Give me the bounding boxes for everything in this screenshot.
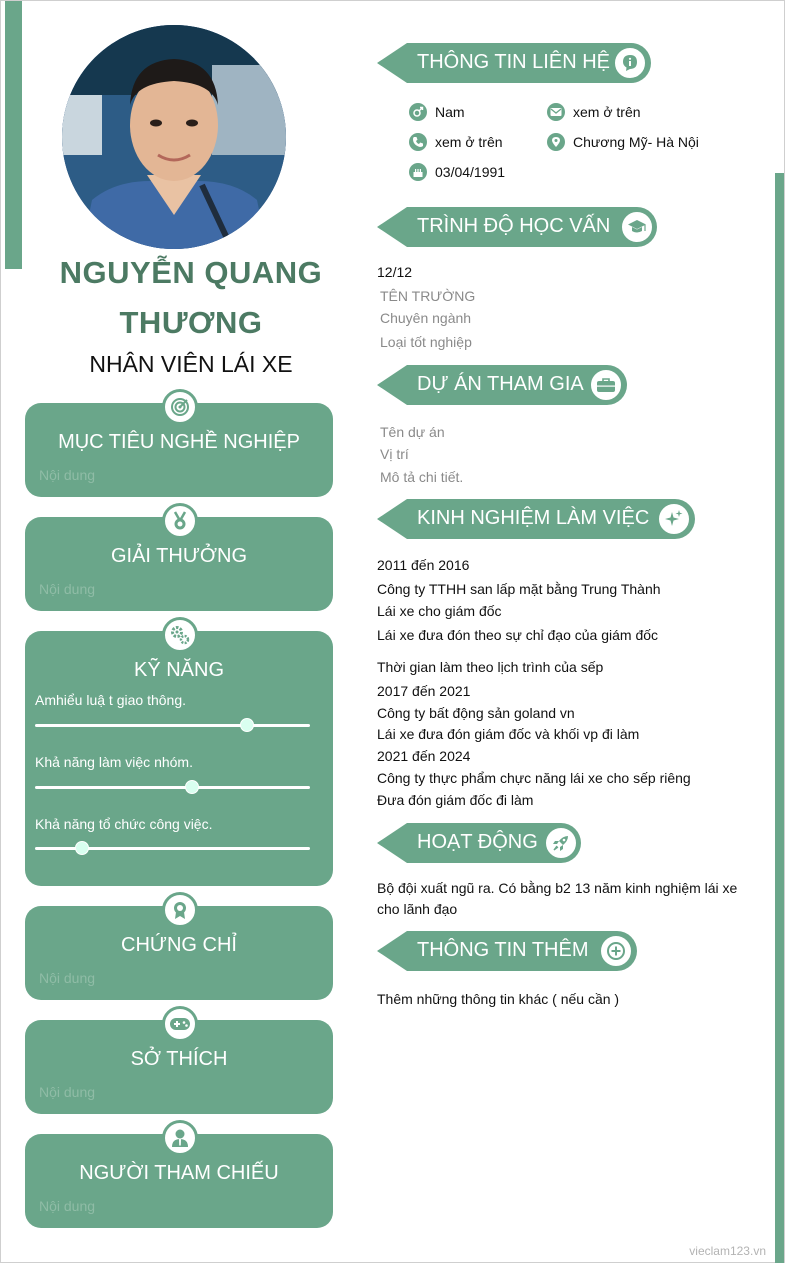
header-arrow bbox=[377, 365, 407, 405]
contact-email[interactable]: xem ở trên bbox=[573, 104, 641, 120]
experience-line: 2011 đến 2016 bbox=[377, 557, 470, 573]
skills-card bbox=[25, 631, 333, 886]
experience-line: 2017 đến 2021 bbox=[377, 683, 471, 699]
experience-section-header bbox=[377, 499, 695, 539]
activities-line: cho lãnh đạo bbox=[377, 901, 458, 917]
hobbies-title: SỞ THÍCH bbox=[130, 1048, 228, 1070]
objective-content[interactable]: Nội dung bbox=[39, 467, 96, 483]
objective-card bbox=[25, 403, 333, 497]
experience-line: Công ty bất động sản goland vn bbox=[377, 705, 575, 721]
footer-brand: vieclam123.vn bbox=[689, 1244, 766, 1258]
project-description[interactable]: Mô tả chi tiết. bbox=[380, 469, 464, 485]
contact-section-header bbox=[377, 43, 651, 83]
contact-gender: Nam bbox=[435, 104, 465, 120]
education-title: TRÌNH ĐỘ HỌC VẤN bbox=[417, 215, 611, 237]
ribbon-icon bbox=[162, 892, 198, 928]
projects-section-header bbox=[377, 365, 627, 405]
more-info-content[interactable]: Thêm những thông tin khác ( nếu cần ) bbox=[377, 991, 620, 1007]
education-period: 12/12 bbox=[377, 264, 413, 280]
references-card bbox=[25, 1134, 333, 1228]
experience-line: Thời gian làm theo lịch trình của sếp bbox=[377, 659, 604, 675]
experience-line: Lái xe cho giám đốc bbox=[377, 603, 502, 619]
more-info-title: THÔNG TIN THÊM bbox=[417, 939, 589, 961]
header-arrow bbox=[377, 499, 407, 539]
references-content[interactable]: Nội dung bbox=[39, 1198, 96, 1214]
skills-title: KỸ NĂNG bbox=[133, 659, 225, 681]
certificates-content[interactable]: Nội dung bbox=[39, 970, 96, 986]
experience-line: Đưa đón giám đốc đi làm bbox=[377, 792, 534, 808]
education-section-header bbox=[377, 207, 657, 247]
activities-title: HOẠT ĐỘNG bbox=[417, 831, 538, 853]
contact-phone[interactable]: xem ở trên bbox=[435, 134, 503, 150]
projects-title: DỰ ÁN THAM GIA bbox=[417, 373, 584, 395]
experience-title: KINH NGHIỆM LÀM VIỆC bbox=[417, 507, 650, 529]
experience-line: Công ty thực phẩm chực năng lái xe cho sếp riêng bbox=[377, 770, 691, 786]
skill-label: Amhiểu luậ t giao thông. bbox=[35, 692, 186, 708]
header-arrow bbox=[377, 207, 407, 247]
sparkles-icon bbox=[656, 501, 692, 537]
target-icon bbox=[162, 389, 198, 425]
experience-line: Lái xe đưa đón giám đốc và khối vp đi làm bbox=[377, 726, 640, 742]
awards-content[interactable]: Nội dung bbox=[39, 581, 96, 597]
education-grade[interactable]: Loại tốt nghiệp bbox=[380, 334, 472, 350]
skill-label: Khả năng tổ chức công việc. bbox=[35, 816, 213, 832]
graduation-cap-icon bbox=[619, 209, 655, 245]
skill-slider-handle[interactable] bbox=[240, 718, 254, 732]
user-tie-icon bbox=[162, 1120, 198, 1156]
more-info-section-header bbox=[377, 931, 637, 971]
activities-line: Bộ đội xuất ngũ ra. Có bằng b2 13 năm kinh nghiệm lái xe bbox=[377, 880, 738, 896]
plus-circle-icon bbox=[598, 933, 634, 969]
portrait-photo bbox=[62, 25, 286, 249]
experience-line: Lái xe đưa đón theo sự chỉ đạo của giám đốc bbox=[377, 627, 659, 643]
hobbies-content[interactable]: Nội dung bbox=[39, 1084, 96, 1100]
education-major[interactable]: Chuyên ngành bbox=[380, 310, 472, 326]
skill-slider[interactable] bbox=[35, 847, 310, 850]
project-name[interactable]: Tên dự án bbox=[380, 424, 445, 440]
contact-title: THÔNG TIN LIÊN HỆ bbox=[417, 51, 610, 73]
experience-line: 2021 đến 2024 bbox=[377, 748, 471, 764]
certificates-card bbox=[25, 906, 333, 1000]
header-arrow bbox=[377, 931, 407, 971]
job-title: NHÂN VIÊN LÁI XE bbox=[89, 351, 293, 377]
header-arrow bbox=[377, 823, 407, 863]
skill-slider[interactable] bbox=[35, 724, 310, 727]
hobbies-card bbox=[25, 1020, 333, 1114]
gears-icon bbox=[162, 617, 198, 653]
accent-bar-left bbox=[5, 1, 22, 269]
skill-slider-handle[interactable] bbox=[185, 780, 199, 794]
education-school[interactable]: TÊN TRƯỜNG bbox=[380, 288, 476, 304]
email-icon bbox=[547, 103, 565, 121]
contact-address: Chương Mỹ- Hà Nội bbox=[573, 134, 699, 150]
rocket-icon bbox=[543, 825, 579, 861]
candidate-name-line1: NGUYỄN QUANG bbox=[59, 255, 323, 290]
awards-card bbox=[25, 517, 333, 611]
gender-icon bbox=[409, 103, 427, 121]
experience-line: Công ty TTHH san lấp mặt bằng Trung Thành bbox=[377, 581, 661, 597]
skill-label: Khả năng làm việc nhóm. bbox=[35, 754, 193, 770]
briefcase-icon bbox=[588, 367, 624, 403]
location-icon bbox=[547, 133, 565, 151]
contact-birthday: 03/04/1991 bbox=[435, 164, 506, 180]
project-role[interactable]: Vị trí bbox=[380, 446, 409, 462]
activities-section-header bbox=[377, 823, 581, 863]
skill-slider-handle[interactable] bbox=[75, 841, 89, 855]
references-title: NGƯỜI THAM CHIẾU bbox=[79, 1162, 279, 1184]
gamepad-icon bbox=[162, 1006, 198, 1042]
accent-bar-right bbox=[775, 173, 784, 1263]
phone-icon bbox=[409, 133, 427, 151]
avatar bbox=[62, 25, 286, 249]
info-icon bbox=[612, 45, 648, 81]
candidate-name-line2: THƯƠNG bbox=[119, 305, 263, 340]
certificates-title: CHỨNG CHỈ bbox=[121, 934, 237, 956]
skill-slider[interactable] bbox=[35, 786, 310, 789]
medal-icon bbox=[162, 503, 198, 539]
objective-title: MỤC TIÊU NGHỀ NGHIỆP bbox=[58, 431, 300, 453]
awards-title: GIẢI THƯỞNG bbox=[110, 545, 248, 567]
header-arrow bbox=[377, 43, 407, 83]
birthday-cake-icon bbox=[409, 163, 427, 181]
